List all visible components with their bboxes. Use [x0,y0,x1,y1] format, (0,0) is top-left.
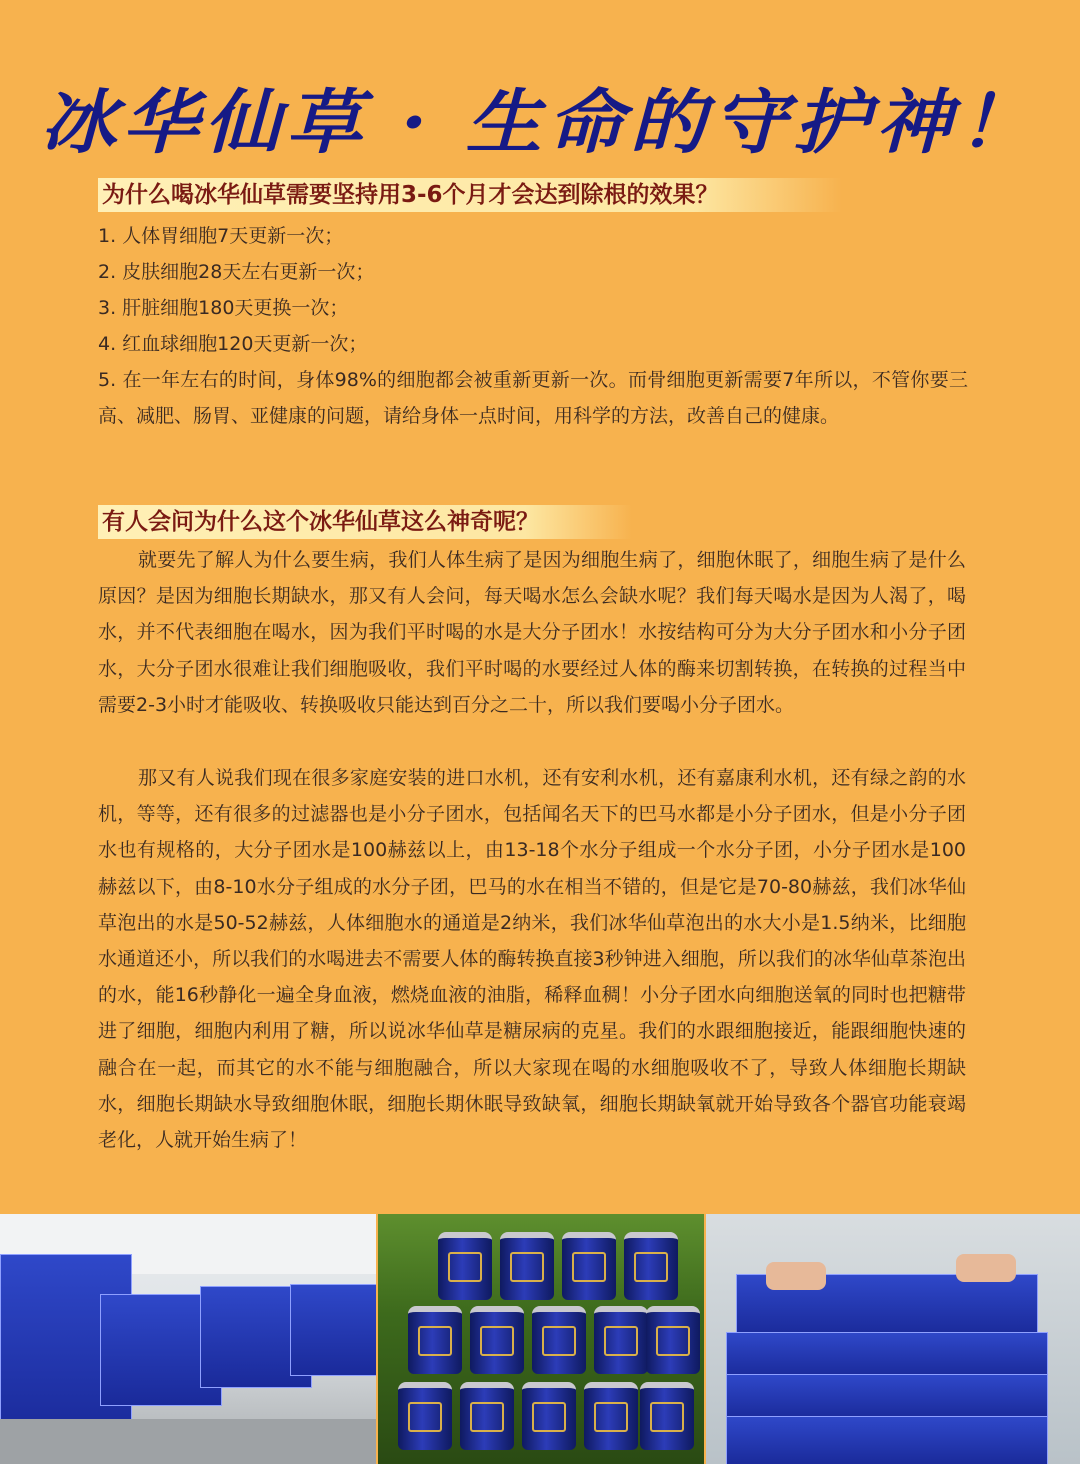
cans-photo [378,1214,704,1464]
list-item: 1. 人体胃细胞7天更新一次； [98,225,344,247]
cell-renewal-list [98,218,968,434]
list-item: 5. 在一年左右的时间，身体98%的细胞都会被重新更新一次。而骨细胞更新需要7年所以，不管你要三高、减肥、肠胃、亚健康的问题，请给身体一点时间，用科学的方法，改善自己的健康。 [98,369,968,427]
list-item: 3. 肝脏细胞180天更换一次； [98,297,349,319]
section1-heading: 为什么喝冰华仙草需要坚持用3-6个月才会达到除根的效果？ [98,178,842,212]
paragraph: 就要先了解人为什么要生病，我们人体生病了是因为细胞生病了，细胞休眠了，细胞生病了是什么原因？是因为细胞长期缺水，那又有人会问，每天喝水怎么会缺水呢？我们每天喝水是因为人渴了，喝水，并不代表细胞在喝水，因为我们平时喝的水是大分子团水！水按结构可分为大分子团水和小分子团水，大分子团水很难让我们细胞吸收，我们平时喝的水要经过人体的酶来切割转换，在转换的过程当中需要2-3小时才能吸收、转换吸收只能达到百分之二十，所以我们要喝小分子团水。 [98,549,966,716]
section2-heading: 有人会问为什么这个冰华仙草这么神奇呢？ [98,505,632,539]
list-item: 2. 皮肤细胞28天左右更新一次； [98,261,375,283]
list-item: 4. 红血球细胞120天更新一次； [98,333,368,355]
boxes-photo [706,1214,1080,1464]
warehouse-photo [0,1214,376,1464]
paragraph: 那又有人说我们现在很多家庭安装的进口水机，还有安利水机，还有嘉康利水机，还有绿之韵的水机，等等，还有很多的过滤器也是小分子团水，包括闻名天下的巴马水都是小分子团水，但是小分子团水也有规格的，大分子团水是100赫兹以上，由13-18个水分子组成一个水分子团，小分子团水是100赫兹以下，由8-10水分子组成的水分子团，巴马的水在相当不错的，但是它是70-80赫兹，我们冰华仙草泡出的水是50-52赫兹，人体细胞水的通道是2纳米，我们冰华仙草泡出的水大小是1.5纳米，比细胞水通道还小，所以我们的水喝进去不需要人体的酶转换直接3秒钟进入细胞，所以我们的冰华仙草茶泡出的水，能16秒静化一遍全身血液，燃烧血液的油脂，稀释血稠！小分子团水向细胞送氧的同时也把糖带进了细胞，细胞内利用了糖，所以说冰华仙草是糖尿病的克星。我们的水跟细胞接近，能跟细胞快速的融合在一起，而其它的水不能与细胞融合，所以大家现在喝的水细胞吸收不了，导致人体细胞长期缺水，细胞长期缺水导致细胞休眠，细胞长期休眠导致缺氧，细胞长期缺氧就开始导致各个器官功能衰竭老化，人就开始生病了！ [98,767,966,1152]
page-title: 冰华仙草 · 生命的守护神！ [40,81,1040,163]
